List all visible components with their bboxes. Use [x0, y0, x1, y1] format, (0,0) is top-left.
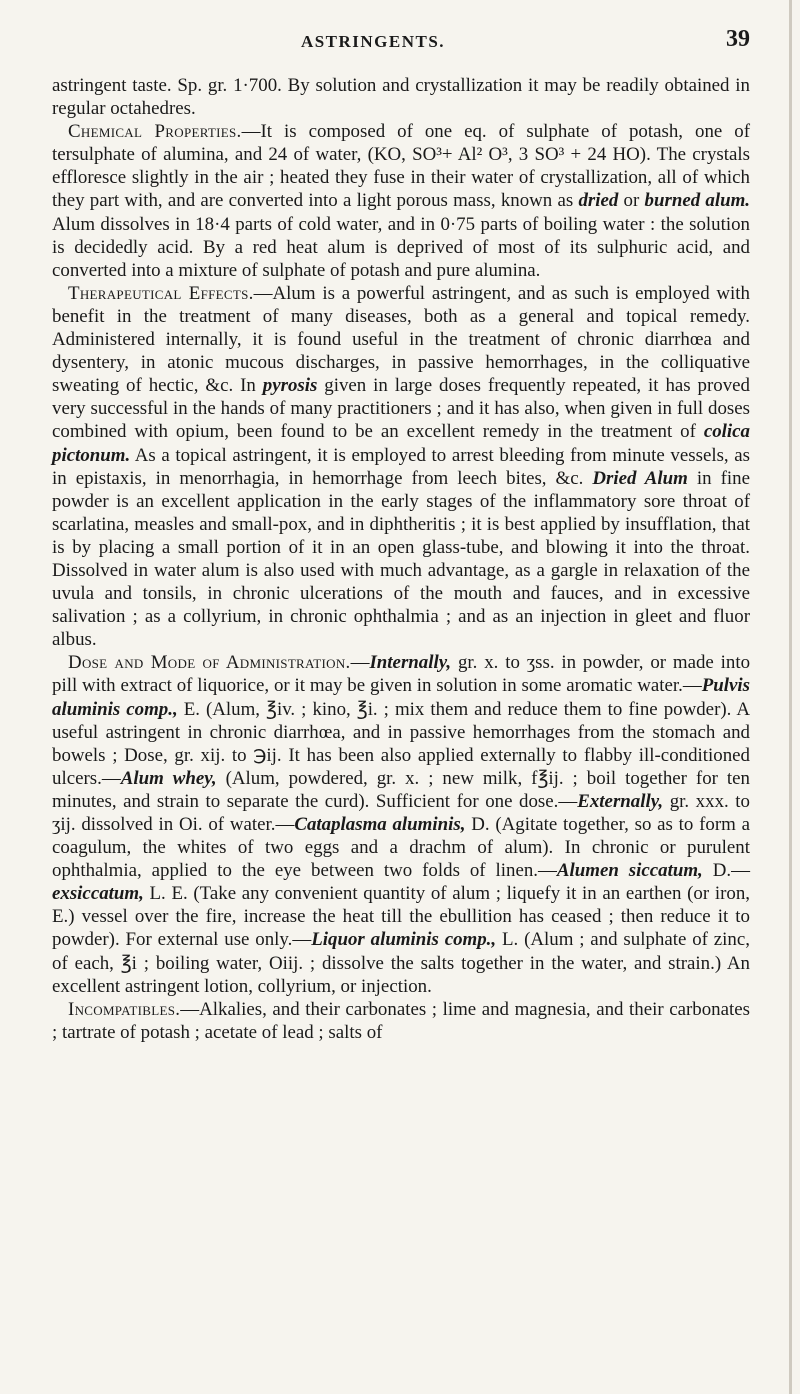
book-page [52, 22, 750, 1044]
text-run: E. (Alum, ℥iv. ; kino, ℥i. ; mix them and reduce them to fine powder). A useful astringent in chronic diarrhœa, and in passive hemorrhages from the stomach and bowels ; Dose, gr. xij. to ℈ij. It has been also applied externally to flabby ill-conditioned ulcers.— [52, 698, 750, 789]
text-run: (Alum, powdered, gr. x. ; new milk, f℥ij. ; boil together for ten minutes, and strain to separate the curd). Sufficient for one dose.— [52, 767, 750, 812]
term-alumen-siccatum: Alumen siccatum, [556, 860, 703, 882]
paragraph-incompatibles [52, 998, 750, 1044]
running-head: ASTRINGENTS. [300, 32, 446, 51]
text-run: or [618, 190, 645, 212]
text-run: —Alum is a powerful astringent, and as such is employed with benefit in the treatment of many diseases, both as a general and topical remedy. Administered internally, it is found useful in the treatment of chronic diarrhœa and dysentery, in atonic mucous discharges, in passive hemorrhages, in the colliquative sweating of hectic, &c. In [52, 282, 750, 397]
page-number: 39 [726, 26, 750, 52]
text-run: L. (Alum ; and sulphate of zinc, of each, ℥i ; boiling water, Oiij. ; dissolve the salts together in the water, and strain.) An excellent astringent lotion, collyrium, or injection. [52, 929, 750, 997]
paragraph-therapeutical-effects [52, 282, 750, 652]
term-internally: Internally, [369, 652, 452, 674]
term-exsiccatum: exsiccatum, [52, 883, 144, 905]
section-heading-chemical: Chemical Properties. [68, 121, 242, 143]
text-run: gr. xxx. to ʒij. dissolved in Oi. of water.— [52, 790, 750, 835]
term-cataplasma: Cataplasma aluminis, [294, 814, 466, 835]
text-run: As a topical astringent, it is employed to arrest bleeding from minute vessels, as in epistaxis, in menorrhagia, in hemorrhage from leech bites, &c. [52, 444, 750, 489]
term-externally: Externally, [577, 790, 664, 812]
paragraph-chemical-properties [52, 120, 750, 282]
section-heading-dose: Dose and Mode of Administration. [68, 652, 351, 674]
paragraph-dose [52, 651, 750, 997]
text-run: Alum dissolves in 18·4 parts of cold water, and in 0·75 parts of boiling water : the solution is decidedly acid. By a red heat alum is deprived of most of its sulphuric acid, and converted into a mixture of sulphate of potash and pure alumina. [52, 213, 750, 281]
text-run: given in large doses frequently repeated, it has proved very successful in the hands of many practitioners ; and it has also, when given in full doses combined with opium, been found to be an excellent remedy in the treatment of [52, 375, 750, 443]
page-edge-rule [789, 0, 792, 1394]
term-dried-alum: Dried Alum [592, 467, 688, 489]
term-liquor-aluminis: Liquor aluminis comp., [311, 929, 497, 951]
text-run: —It is composed of one eq. of sulphate of potash, one of tersulphate of alumina, and 24 of water, (KO, SO³+ Al² O³, 3 SO³ + 24 HO). The crystals effloresce slightly in the air ; heated they fuse in their water of crystallization, all of which they part with, and are converted into a light porous mass, known as [52, 121, 750, 212]
text-run: D. (Agitate together, so as to form a coagulum, the whites of two eggs and a drachm of alum). In chronic or purulent ophthalmia, applied to the eye between two folds of linen.— [52, 814, 750, 882]
section-heading-therapeutical: Therapeutical Effects. [68, 282, 254, 304]
term-colica-pictonum: colica pictonum. [52, 421, 750, 466]
body-text [52, 74, 750, 1044]
term-pyrosis: pyrosis [262, 375, 318, 397]
text-run: gr. x. to ʒss. in powder, or made into pill with extract of liquorice, or it may be given in solution in some aromatic water.— [52, 652, 751, 697]
text-run: D.— [702, 860, 750, 882]
term-alum-whey: Alum whey, [120, 767, 217, 789]
page-header [52, 22, 750, 74]
text-run: L. E. (Take any convenient quantity of alum ; liquefy it in an earthen (or iron, E.) vessel over the fire, increase the heat till the ebullition has ceased ; then reduce it to powder). For external use only.— [52, 883, 750, 951]
term-pulvis-aluminis: Pulvis aluminis comp., [52, 675, 750, 720]
text-run: — [350, 652, 370, 674]
section-heading-incompatibles: Incompatibles. [68, 998, 181, 1020]
paragraph-intro: astringent taste. Sp. gr. 1·700. By solution and crystallization it may be readily obtained in regular octahedres. [52, 75, 750, 120]
text-run: —Alkalies, and their carbonates ; lime and magnesia, and their carbonates ; tartrate of potash ; acetate of lead ; salts of [52, 998, 750, 1043]
term-dried: dried [578, 190, 619, 212]
text-run: in fine powder is an excellent application in the early stages of the inflammatory sore throat of scarlatina, measles and small-pox, and in diphtheritis ; it is best applied by insufflation, that is by placing a small portion of it in an open glass-tube, and blowing it into the throat. Dissolved in water alum is also used with much advantage, as a gargle in relaxation of the uvula and tonsils, in chronic ulcerations of the mouth and fauces, and in excessive salivation ; as a collyrium, in chronic ophthalmia ; and as an injection in gleet and fluor albus. [52, 467, 750, 651]
term-burned-alum: burned alum. [644, 190, 750, 212]
